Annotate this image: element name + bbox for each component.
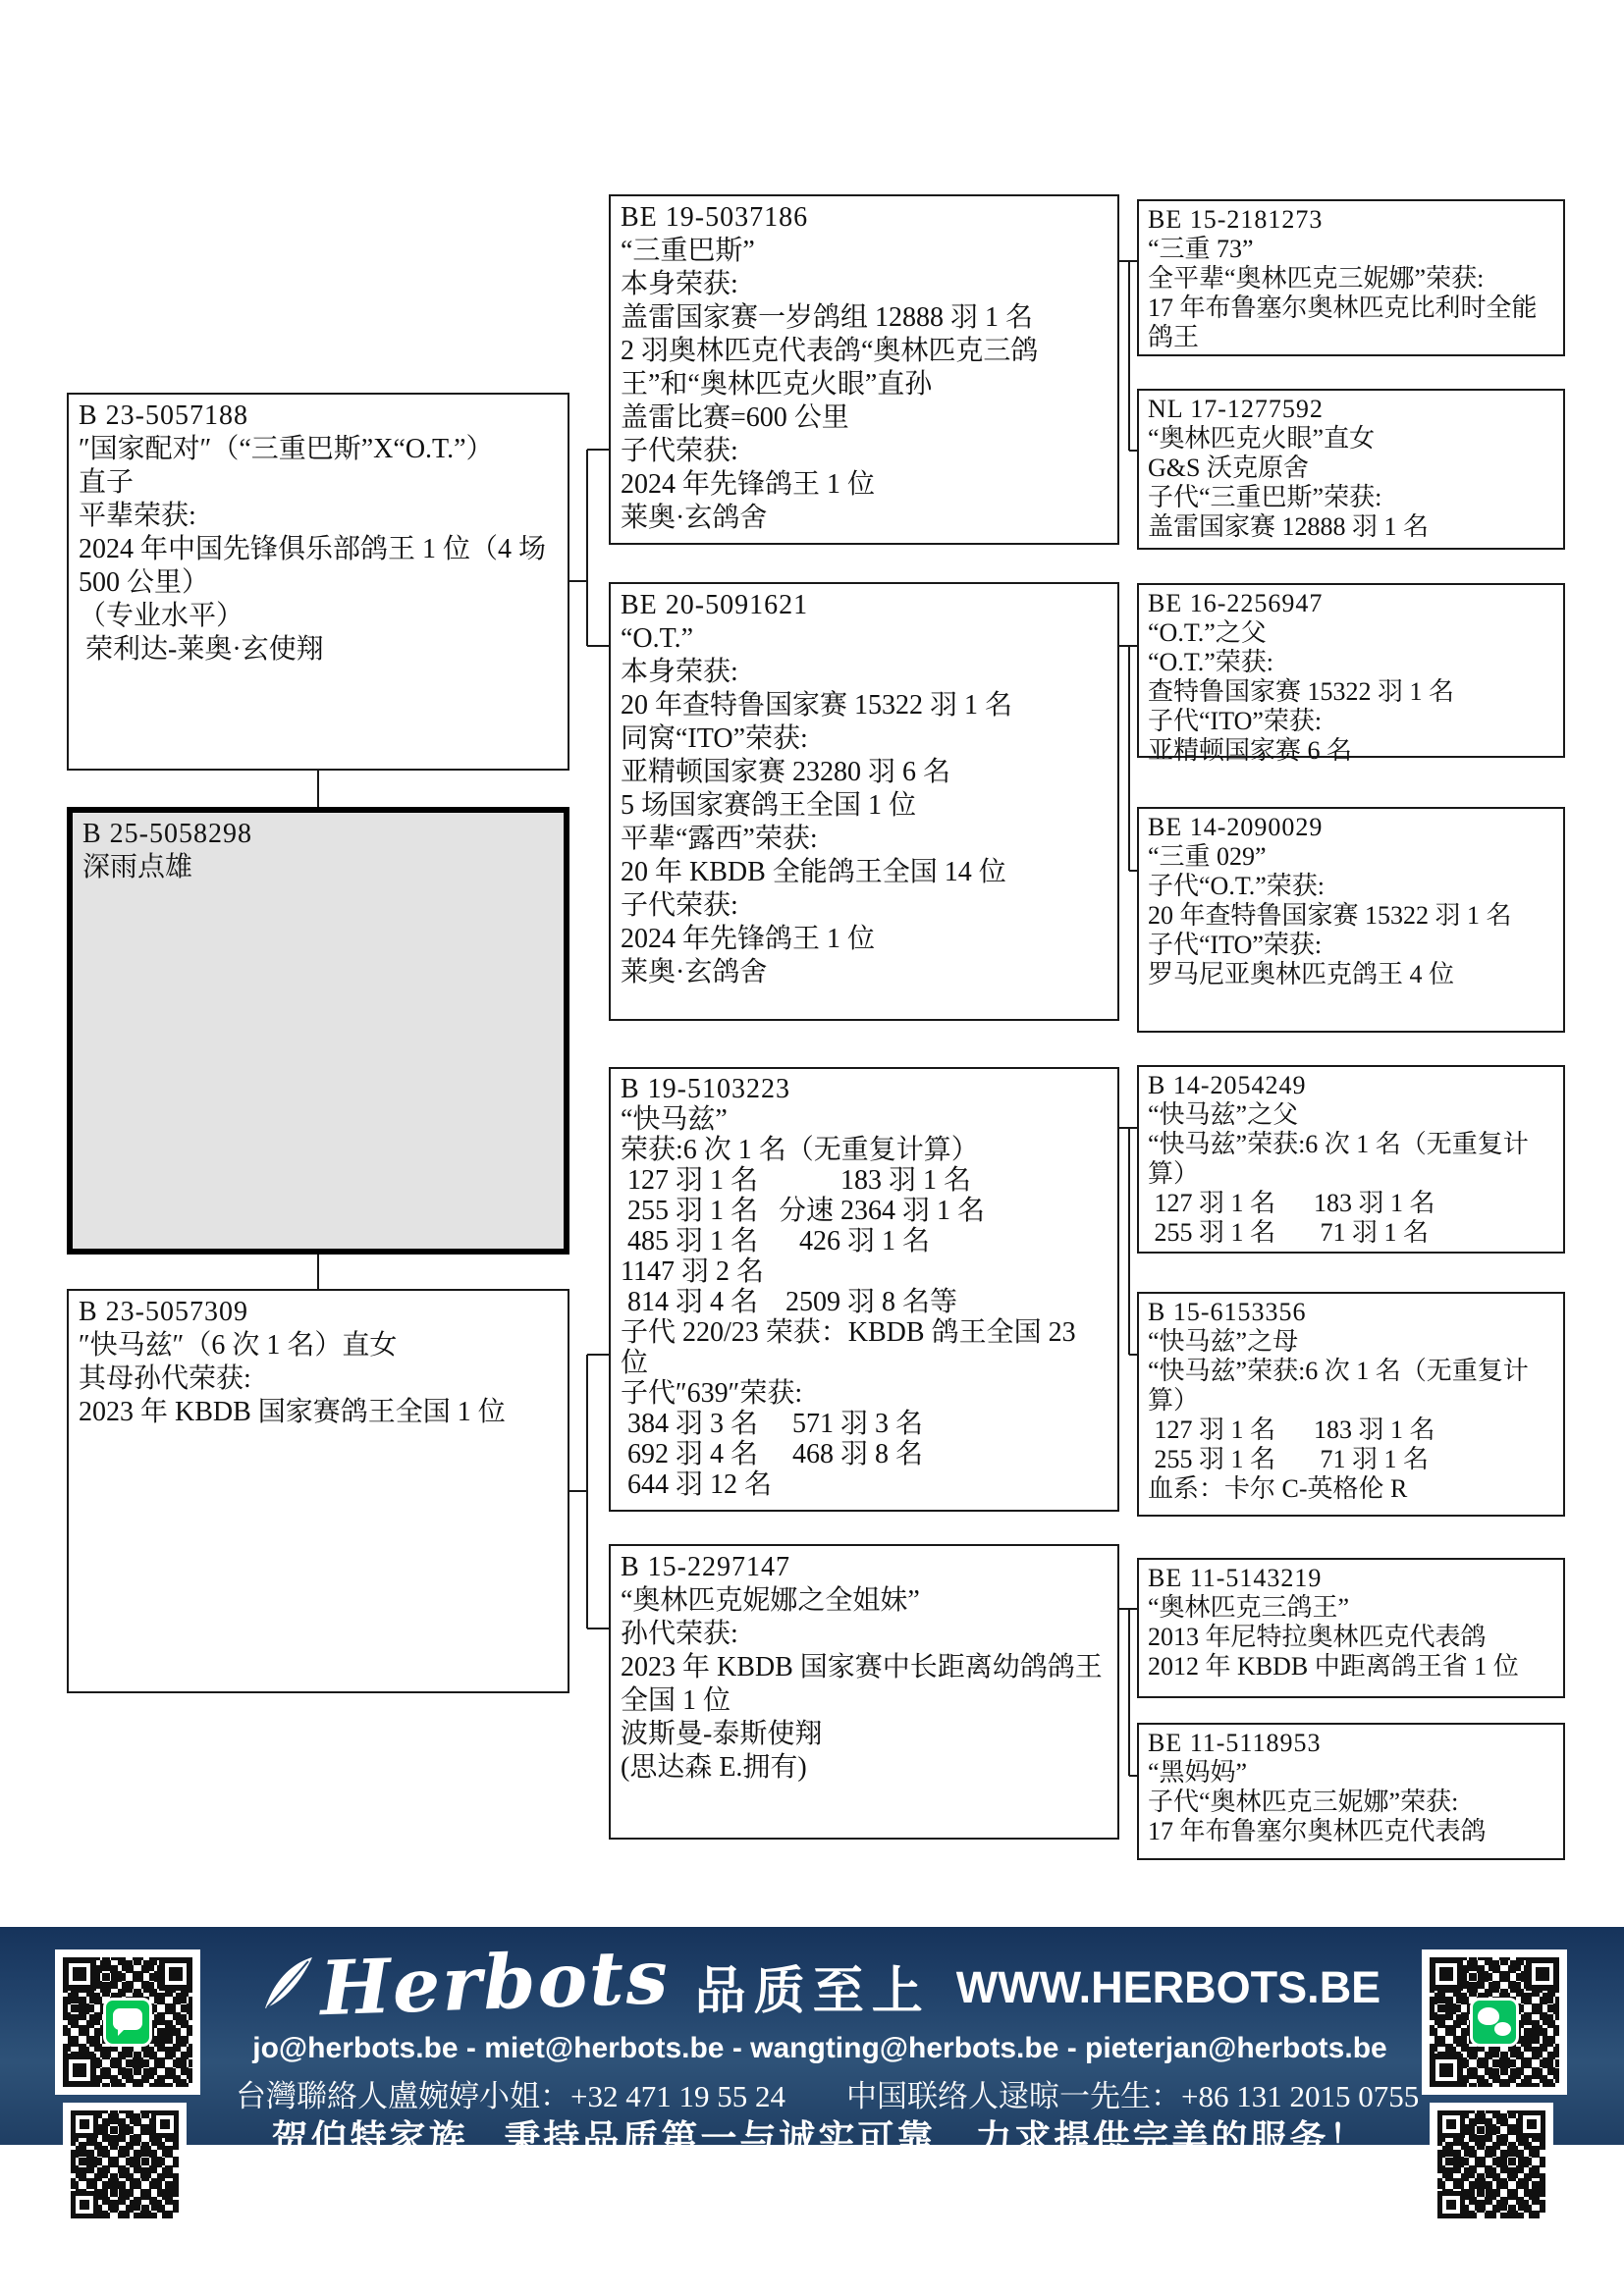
qr-code-wechat [1422, 1949, 1567, 2095]
qr-finder-icon [1518, 2110, 1545, 2138]
pedigree-box-grandsire-2 [609, 1067, 1119, 1512]
box-details: “奥林匹克妮娜之全姐妹” 孙代荣获: 2023 年 KBDB 国家赛中长距离幼鸽鸽王全国 1 位 波斯曼-泰斯使翔 (思达森 E.拥有) [621, 1585, 1103, 1783]
ring-number: BE 11-5118953 [1148, 1729, 1322, 1757]
box-details: “快马兹” 荣获:6 次 1 名（无重复计算） 127 羽 1 名 183 羽 1 名 255 羽 1 名 分速 2364 羽 1 名 485 羽 1 名 426 羽 1 名 1147 羽 2 名 814 羽 4 名 2509 羽 8 名等 子代 220/23 荣获：KBDB 鸽王全国 23 位 子代″639″荣获: 384 羽 3 名 571 羽 3 名 692 羽 4 名 468 羽 8 名 644 羽 12 名 [621, 1104, 1083, 1500]
box-details: “O.T.”之父 “O.T.”荣获: 查特鲁国家赛 15322 羽 1 名 子代“ITO”荣获: 亚精顿国家赛 6 名 [1148, 618, 1455, 765]
footer-brand-row [236, 1932, 1404, 2033]
box-details: “快马兹”之父 “快马兹”荣获:6 次 1 名（无重复计算） 127 羽 1 名 183 羽 1 名 255 羽 1 名 71 羽 1 名 [1148, 1100, 1529, 1247]
qr-finder-icon [1437, 2110, 1465, 2138]
ring-number: BE 16-2256947 [1148, 589, 1324, 617]
box-details: 深雨点雄 [82, 852, 193, 882]
pedigree-box-dam [67, 1289, 569, 1693]
ring-number: B 19-5103223 [621, 1074, 790, 1104]
qr-finder-icon [151, 2110, 179, 2138]
ring-number: NL 17-1277592 [1148, 395, 1324, 423]
pedigree-box-ggparent-2 [1137, 389, 1565, 550]
ring-number: B 15-6153356 [1148, 1298, 1307, 1326]
pedigree-box-ggparent-3 [1137, 583, 1565, 765]
pedigree-box-ggparent-5 [1137, 1065, 1565, 1254]
box-details: ″国家配对″（“三重巴斯”X“O.T.”） 直子 平辈荣获: 2024 年中国先锋俱乐部鸽王 1 位（4 场 500 公里） （专业水平） 荣利达-莱奥·玄使翔 [79, 434, 554, 665]
qr-code-right-2 [1430, 2103, 1553, 2226]
ring-number: B 23-5057309 [79, 1297, 248, 1327]
pedigree-box-ggparent-7 [1137, 1558, 1565, 1698]
line-icon [103, 1998, 152, 2047]
ring-number: BE 14-2090029 [1148, 813, 1324, 841]
box-details: “三重 029” 子代“O.T.”荣获: 20 年查特鲁国家赛 15322 羽 1 名 子代“ITO”荣获: 罗马尼亚奥林匹克鸽王 4 位 [1148, 842, 1512, 988]
qr-finder-icon [71, 2110, 98, 2138]
box-details: “奥林匹克三鸽王” 2013 年尼特拉奥林匹克代表鸽 2012 年 KBDB 中距离鸽王省 1 位 [1148, 1593, 1519, 1681]
wechat-icon [1470, 1998, 1519, 2047]
pedigree-box-granddam-1 [609, 582, 1119, 1021]
pedigree-box-granddam-2 [609, 1544, 1119, 1840]
pedigree-box-ggparent-6 [1137, 1292, 1565, 1517]
pedigree-box-sire [67, 393, 569, 771]
footer-tagline: 品质至上 [694, 1963, 931, 2020]
footer-website: WWW.HERBOTS.BE [955, 1962, 1381, 2012]
ring-number: BE 11-5143219 [1148, 1564, 1323, 1592]
qr-finder-icon [1430, 2054, 1463, 2087]
brand-name: Herbots [318, 1932, 672, 2033]
qr-code-left-2 [63, 2103, 187, 2226]
pedigree-box-ggparent-4 [1137, 807, 1565, 1033]
qr-finder-icon [1526, 1957, 1559, 1991]
ring-number: B 15-2297147 [621, 1552, 790, 1582]
box-details: “黑妈妈” 子代“奥林匹克三妮娜”荣获: 17 年布鲁塞尔奥林匹克代表鸽 [1148, 1758, 1487, 1845]
pedigree-box-subject [67, 807, 569, 1255]
box-details: “奥林匹克火眼”直女 G&S 沃克原舍 子代“三重巴斯”荣获: 盖雷国家赛 12888 羽 1 名 [1148, 424, 1430, 541]
qr-finder-icon [159, 1957, 192, 1991]
qr-code-line [55, 1949, 200, 2095]
ring-number: BE 19-5037186 [621, 202, 809, 233]
ring-number: BE 20-5091621 [621, 590, 809, 620]
pedigree-box-ggparent-8 [1137, 1723, 1565, 1860]
qr-finder-icon [63, 1957, 96, 1991]
ring-number: BE 15-2181273 [1148, 205, 1324, 234]
ring-number: B 14-2054249 [1148, 1071, 1307, 1099]
box-details: “三重巴斯” 本身荣获: 盖雷国家赛一岁鸽组 12888 羽 1 名 2 羽奥林匹克代表鸽“奥林匹克三鸽王”和“奥林匹克火眼”直孙 盖雷比赛=600 公里 子代荣获: 2024 年先锋鸽王 1 位 莱奥·玄鸽舍 [621, 236, 1039, 533]
qr-finder-icon [71, 2191, 98, 2218]
pedigree-box-grandsire-1 [609, 194, 1119, 545]
footer-slogan: 贺伯特家族...秉持品质第一与诚实可靠，力求提供完美的服务！ [271, 2119, 1369, 2160]
qr-finder-icon [63, 2054, 96, 2087]
feather-icon [259, 1951, 316, 2014]
footer-contacts: 台灣聯絡人盧婉婷小姐：+32 471 19 55 24 中国联络人逯晾一先生：+86 131 2015 0755 [236, 2079, 1420, 2113]
ring-number: B 23-5057188 [79, 400, 248, 431]
qr-finder-icon [1430, 1957, 1463, 1991]
box-details: “快马兹”之母 “快马兹”荣获:6 次 1 名（无重复计算） 127 羽 1 名 183 羽 1 名 255 羽 1 名 71 羽 1 名 血系：卡尔 C-英格伦 R [1148, 1327, 1529, 1503]
qr-finder-icon [1437, 2191, 1465, 2218]
footer-emails: jo@herbots.be - miet@herbots.be - wangting@herbots.be - pieterjan@herbots.be [252, 2032, 1387, 2064]
box-details: “三重 73” 全平辈“奥林匹克三妮娜”荣获: 17 年布鲁塞尔奥林匹克比利时全能鸽王 [1148, 235, 1538, 351]
box-details: ″快马兹″（6 次 1 名）直女 其母孙代荣获: 2023 年 KBDB 国家赛鸽王全国 1 位 [79, 1330, 506, 1427]
box-details: “O.T.” 本身荣获: 20 年查特鲁国家赛 15322 羽 1 名 同窝“ITO”荣获: 亚精顿国家赛 23280 羽 6 名 5 场国家赛鸽王全国 1 位 平辈“露西”荣获: 20 年 KBDB 全能鸽王全国 14 位 子代荣获: 2024 年先锋鸽王 1 位 莱奥·玄鸽舍 [621, 623, 1013, 988]
herbots-logo [259, 1932, 672, 2033]
ring-number: B 25-5058298 [82, 819, 252, 849]
pedigree-box-ggparent-1 [1137, 199, 1565, 356]
